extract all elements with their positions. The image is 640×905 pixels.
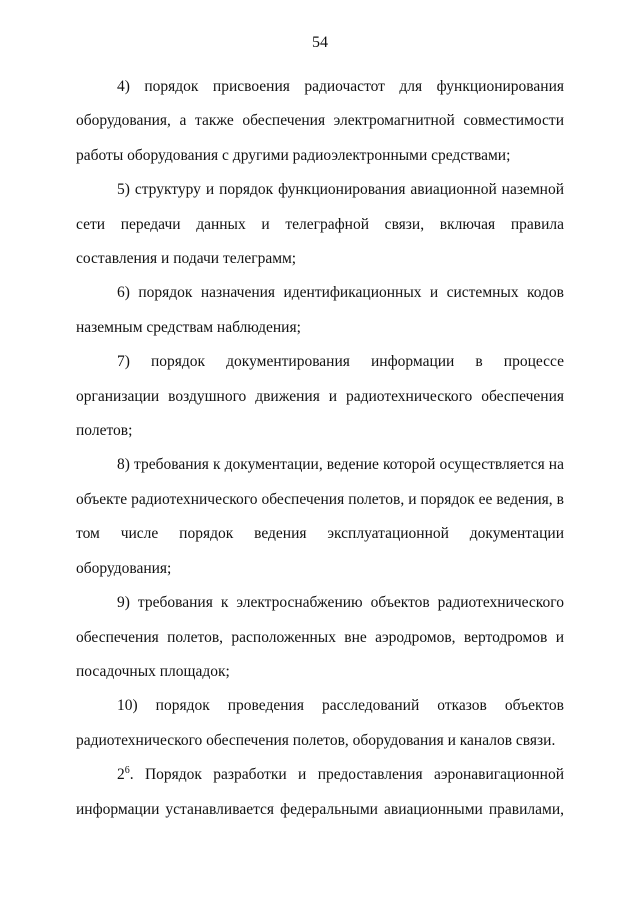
paragraph-item-5: 5) структуру и порядок функционирования авиационной наземной сети передачи данных и телеграфной связи, включая правила составления и подачи телеграмм; (76, 181, 564, 268)
paragraph-item-6: 6) порядок назначения идентификационных и системных кодов наземным средствам наблюдения; (76, 284, 564, 336)
section-number: 2 (117, 766, 125, 784)
section-text: . Порядок разработки и предоставления аэронавигационной информации устанавливается федеральными авиационными правилами, (76, 766, 564, 818)
section-superscript: 6 (124, 765, 130, 777)
paragraph-item-9: 9) требования к электроснабжению объектов радиотехнического обеспечения полетов, расположенных вне аэродромов, вертодромов и посадочных площадок; (76, 594, 564, 680)
paragraph-item-8: 8) требования к документации, ведение которой осуществляется на объекте радиотехнического обеспечения полетов, и порядок ее ведения, в том числе порядок ведения эксплуатационной документации оборудования; (76, 456, 564, 577)
page-number: 54 (312, 34, 328, 51)
paragraph-item-7: 7) порядок документирования информации в процессе организации воздушного движения и радиотехнического обеспечения полетов; (76, 353, 564, 440)
document-body (76, 70, 564, 827)
section-2-6-paragraph (76, 758, 564, 827)
paragraph-item-10: 10) порядок проведения расследований отказов объектов радиотехнического обеспечения полетов, оборудования и каналов связи. (76, 697, 564, 749)
paragraph-item-4: 4) порядок присвоения радиочастот для функционирования оборудования, а также обеспечения электромагнитной совместимости работы оборудования с другими радиоэлектронными средствами; (76, 78, 564, 164)
